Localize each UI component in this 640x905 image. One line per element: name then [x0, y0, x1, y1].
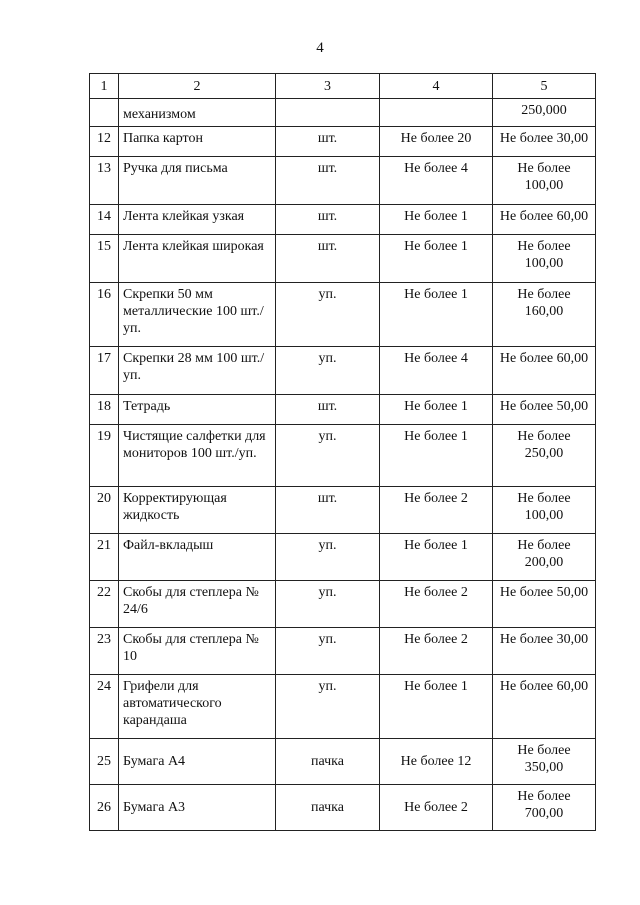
item-quantity: Не более 1 [380, 205, 493, 235]
item-name: Файл-вкладыш [119, 534, 276, 581]
item-price: 250,000 [493, 99, 596, 127]
item-quantity: Не более 4 [380, 157, 493, 205]
row-number [90, 99, 119, 127]
item-price: Не более 200,00 [493, 534, 596, 581]
table-row [90, 628, 596, 675]
item-unit [276, 99, 380, 127]
table-row [90, 534, 596, 581]
item-unit: уп. [276, 347, 380, 395]
table-row [90, 127, 596, 157]
table-row [90, 487, 596, 534]
item-quantity: Не более 1 [380, 395, 493, 425]
item-unit: уп. [276, 675, 380, 739]
item-price: Не более 350,00 [493, 739, 596, 785]
item-quantity: Не более 4 [380, 347, 493, 395]
item-quantity: Не более 1 [380, 534, 493, 581]
row-number: 12 [90, 127, 119, 157]
row-number: 13 [90, 157, 119, 205]
item-name: Корректирующая жидкость [119, 487, 276, 534]
row-number: 22 [90, 581, 119, 628]
row-number: 19 [90, 425, 119, 487]
item-price: Не более 50,00 [493, 581, 596, 628]
item-price: Не более 60,00 [493, 675, 596, 739]
table-row [90, 395, 596, 425]
item-unit: шт. [276, 157, 380, 205]
item-price: Не более 100,00 [493, 157, 596, 205]
item-unit: шт. [276, 205, 380, 235]
item-price: Не более 50,00 [493, 395, 596, 425]
header-cell: 2 [119, 74, 276, 99]
row-number: 15 [90, 235, 119, 283]
item-unit: шт. [276, 395, 380, 425]
item-price: Не более 60,00 [493, 205, 596, 235]
item-price: Не более 700,00 [493, 785, 596, 831]
page-number: 4 [316, 40, 324, 56]
item-quantity: Не более 12 [380, 739, 493, 785]
table-row [90, 675, 596, 739]
item-unit: уп. [276, 534, 380, 581]
row-number: 24 [90, 675, 119, 739]
table-row [90, 785, 596, 831]
item-name: Лента клейкая широкая [119, 235, 276, 283]
item-name: Скобы для степлера № 24/6 [119, 581, 276, 628]
table-row [90, 425, 596, 487]
item-quantity: Не более 2 [380, 487, 493, 534]
item-name: Ручка для письма [119, 157, 276, 205]
item-price: Не более 30,00 [493, 628, 596, 675]
item-name: Бумага А3 [119, 785, 276, 831]
item-quantity: Не более 2 [380, 785, 493, 831]
row-number: 17 [90, 347, 119, 395]
item-quantity: Не более 1 [380, 283, 493, 347]
item-name: Скрепки 50 мм металлические 100 шт./уп. [119, 283, 276, 347]
item-quantity [380, 99, 493, 127]
row-number: 18 [90, 395, 119, 425]
item-name: Папка картон [119, 127, 276, 157]
item-unit: уп. [276, 425, 380, 487]
item-unit: шт. [276, 127, 380, 157]
table-row [90, 581, 596, 628]
table-row [90, 205, 596, 235]
row-number: 25 [90, 739, 119, 785]
item-price: Не более 30,00 [493, 127, 596, 157]
item-unit: уп. [276, 283, 380, 347]
row-number: 26 [90, 785, 119, 831]
item-unit: пачка [276, 785, 380, 831]
item-quantity: Не более 1 [380, 235, 493, 283]
row-number: 14 [90, 205, 119, 235]
item-quantity: Не более 2 [380, 628, 493, 675]
table-row-continuation [90, 99, 596, 127]
item-name: Бумага А4 [119, 739, 276, 785]
table-header-row [90, 74, 596, 99]
item-unit: шт. [276, 235, 380, 283]
item-unit: пачка [276, 739, 380, 785]
item-quantity: Не более 2 [380, 581, 493, 628]
item-name: Лента клейкая узкая [119, 205, 276, 235]
item-price: Не более 100,00 [493, 235, 596, 283]
item-price: Не более 160,00 [493, 283, 596, 347]
item-name: Тетрадь [119, 395, 276, 425]
item-name: Скобы для степлера № 10 [119, 628, 276, 675]
item-price: Не более 250,00 [493, 425, 596, 487]
item-unit: уп. [276, 581, 380, 628]
supplies-table [89, 73, 596, 831]
table-row [90, 235, 596, 283]
header-cell: 3 [276, 74, 380, 99]
row-number: 16 [90, 283, 119, 347]
header-cell: 4 [380, 74, 493, 99]
item-name: Грифели для автоматического карандаша [119, 675, 276, 739]
item-quantity: Не более 1 [380, 675, 493, 739]
item-quantity: Не более 1 [380, 425, 493, 487]
item-name: механизмом [119, 99, 276, 127]
row-number: 23 [90, 628, 119, 675]
table-row [90, 739, 596, 785]
table-row [90, 283, 596, 347]
item-price: Не более 60,00 [493, 347, 596, 395]
item-unit: уп. [276, 628, 380, 675]
row-number: 21 [90, 534, 119, 581]
table-row [90, 157, 596, 205]
item-name: Чистящие салфетки для мониторов 100 шт./уп. [119, 425, 276, 487]
item-unit: шт. [276, 487, 380, 534]
item-quantity: Не более 20 [380, 127, 493, 157]
row-number: 20 [90, 487, 119, 534]
table-row [90, 347, 596, 395]
item-name: Скрепки 28 мм 100 шт./уп. [119, 347, 276, 395]
item-price: Не более 100,00 [493, 487, 596, 534]
header-cell: 1 [90, 74, 119, 99]
header-cell: 5 [493, 74, 596, 99]
